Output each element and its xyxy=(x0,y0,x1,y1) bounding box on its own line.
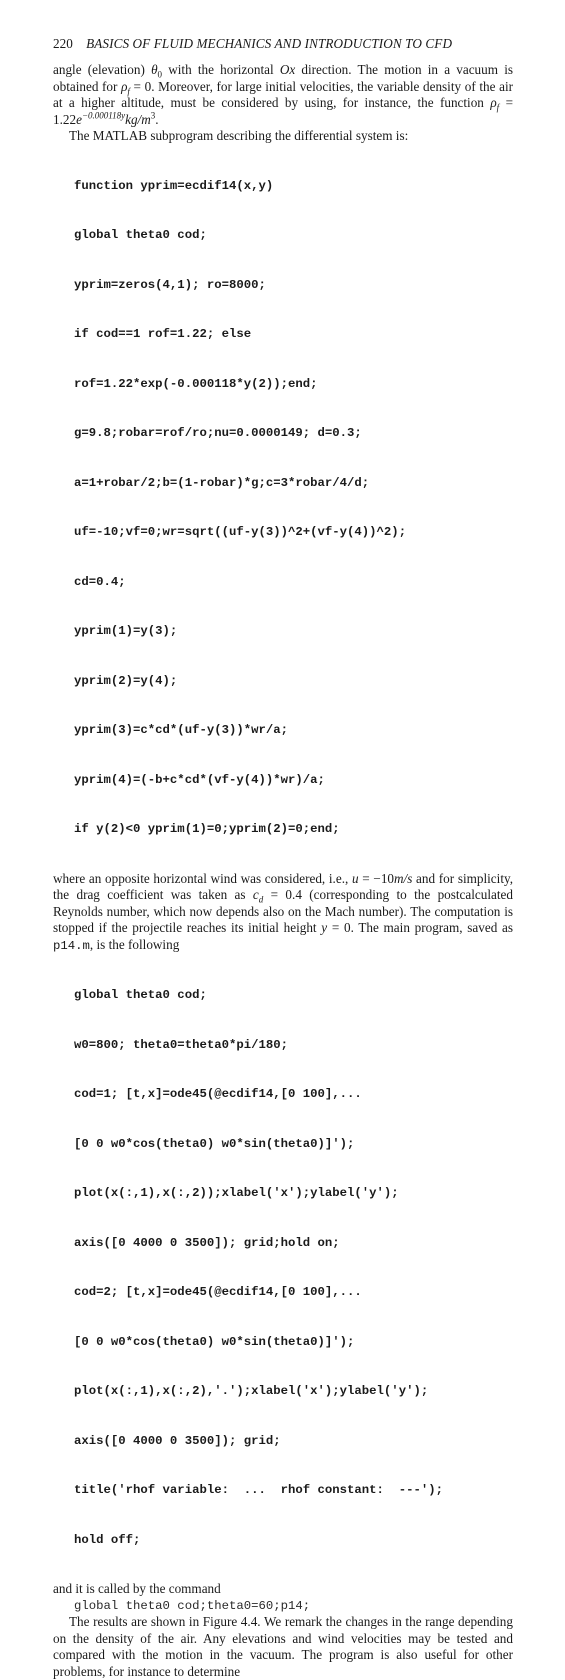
code-line: [0 0 w0*cos(theta0) w0*sin(theta0)]'); xyxy=(74,1136,355,1151)
code-line: axis([0 4000 0 3500]); grid; xyxy=(74,1433,281,1448)
paragraph-wind-drag: where an opposite horizontal wind was considered, i.e., u = −10m/s and for simplicity, the drag coefficient was taken as $c_d = 0.4$ (corresponding to the postcalculated Reynolds number, which now depends also on the Mach number). The computation is stopped if the projectile reaches its initial height y = 0. The main program, saved as p14.m, is the following xyxy=(53,870,514,953)
code-line: yprim=zeros(4,1); ro=8000; xyxy=(74,277,266,292)
paragraph-results: The results are shown in Figure 4.4. We remark the changes in the range depending on the density of the air. Any elevations and wind velocities may be tested and compared with the motion in the vacuum. The program is also useful for other problems, for instance to determine xyxy=(53,1614,513,1679)
code-line: hold off; xyxy=(74,1532,141,1547)
running-header xyxy=(53,36,513,52)
paragraph-density-intro: angle (elevation) $\theta_0$ with the horizontal Ox direction. The motion in a vacuum is obtained for $\rho_f = 0$. Moreover, for large initial velocities, the variable density of the air at a higher altitude, must be considered by using, for instance, the function $\rho_f = 1.22e^{-0.000118y}kg/m^3$. xyxy=(53,62,514,127)
code-line: uf=-10;vf=0;wr=sqrt((uf-y(3))^2+(vf-y(4))^2); xyxy=(74,525,407,539)
code-line: cod=1; [t,x]=ode45(@ecdif14,[0 100],... xyxy=(74,1087,362,1101)
code-line: g=9.8;robar=rof/ro;nu=0.0000149; d=0.3; xyxy=(74,426,362,440)
code-line: plot(x(:,1),x(:,2));xlabel('x');ylabel('y'); xyxy=(74,1186,399,1200)
page-number: 220 xyxy=(53,36,73,51)
code-line: yprim(3)=c*cd*(uf-y(3))*wr/a; xyxy=(74,723,289,737)
running-title: BASICS OF FLUID MECHANICS AND INTRODUCTION TO CFD xyxy=(86,36,453,51)
code-line: cd=0.4; xyxy=(74,574,126,589)
code-line: rof=1.22*exp(-0.000118*y(2));end; xyxy=(74,376,318,391)
code-line: global theta0 cod; xyxy=(74,988,207,1002)
code-line: [0 0 w0*cos(theta0) w0*sin(theta0)]'); xyxy=(74,1334,355,1349)
code-line: cod=2; [t,x]=ode45(@ecdif14,[0 100],... xyxy=(74,1285,362,1299)
code-block-main-program xyxy=(53,954,513,1581)
code-line: function yprim=ecdif14(x,y) xyxy=(74,178,274,193)
code-line: axis([0 4000 0 3500]); grid;hold on; xyxy=(74,1235,340,1250)
page-content xyxy=(53,36,513,1680)
code-line: w0=800; theta0=theta0*pi/180; xyxy=(74,1037,289,1052)
theta-symbol: θ xyxy=(151,62,158,77)
code-line: if y(2)<0 yprim(1)=0;yprim(2)=0;end; xyxy=(74,822,340,836)
code-line: yprim(2)=y(4); xyxy=(74,673,178,688)
code-line: plot(x(:,1),x(:,2),'.');xlabel('x');ylabel('y'); xyxy=(74,1384,429,1398)
paragraph-subprogram-intro: The MATLAB subprogram describing the differential system is: xyxy=(69,128,409,143)
code-line: yprim(1)=y(3); xyxy=(74,624,178,638)
code-line: global theta0 cod; xyxy=(74,228,207,242)
command-line: global theta0 cod;theta0=60;p14; xyxy=(74,1598,311,1613)
paragraph-called-by: and it is called by the command xyxy=(53,1581,221,1596)
code-line: title('rhof variable: ... rhof constant: ---'); xyxy=(74,1483,443,1497)
code-block-subprogram xyxy=(53,145,513,871)
code-line: if cod==1 rof=1.22; else xyxy=(74,327,252,341)
code-line: a=1+robar/2;b=(1-robar)*g;c=3*robar/4/d; xyxy=(74,475,370,490)
code-line: yprim(4)=(-b+c*cd*(vf-y(4))*wr)/a; xyxy=(74,772,325,787)
filename-p14: p14.m xyxy=(53,938,90,953)
